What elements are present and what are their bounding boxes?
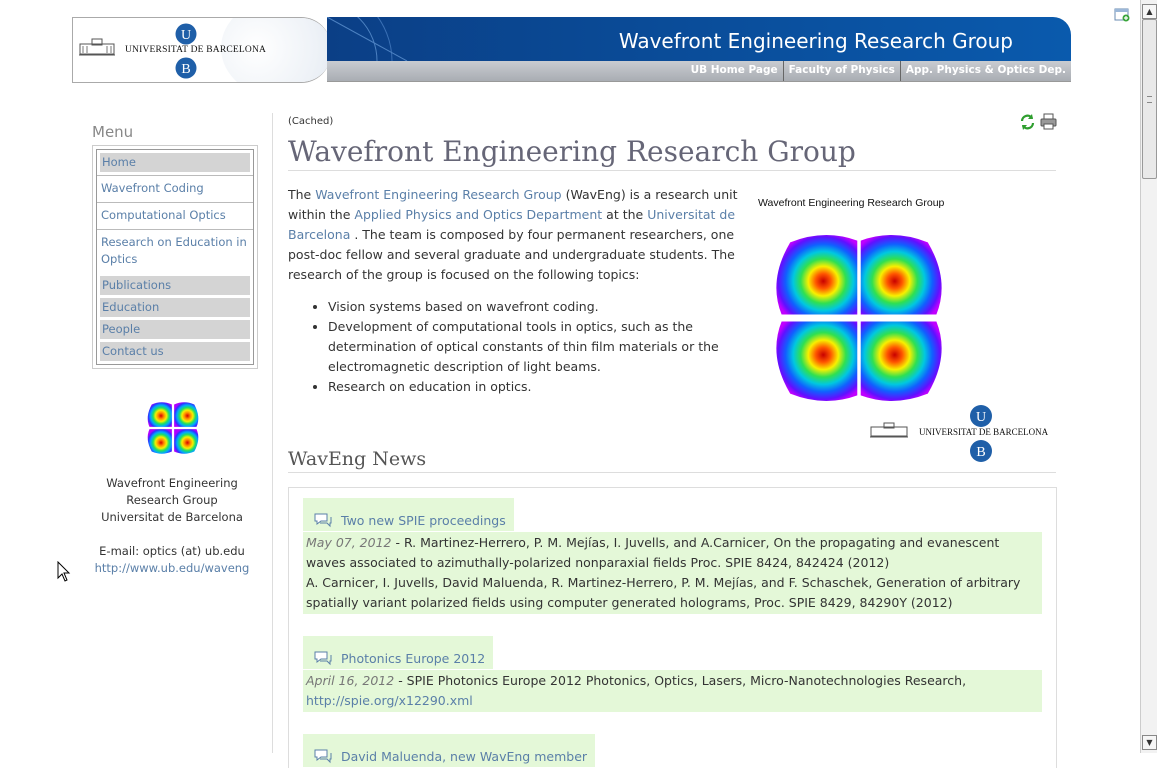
figure-logo-text: UNIVERSITAT DE BARCELONA: [919, 427, 1049, 437]
top-nav: [327, 61, 1071, 82]
news-header: [303, 636, 493, 669]
add-tab-icon[interactable]: [1114, 6, 1130, 22]
news-title-link[interactable]: David Maluenda, new WavEng member: [341, 749, 588, 764]
topic-item: • Development of computational tools in optics, such as the determination of optical constants of thin film materials or the electromagnetic description of light beams.: [328, 317, 740, 377]
news-list: [288, 487, 1057, 768]
news-header: [303, 498, 514, 531]
news-item: [303, 498, 1042, 614]
svg-text:B: B: [976, 445, 986, 460]
nav-ub-home[interactable]: UB Home Page: [690, 64, 778, 76]
page-title: Wavefront Engineering Research Group: [288, 135, 1056, 171]
news-item: [303, 734, 1042, 768]
svg-text:B: B: [181, 62, 191, 77]
fig-building-icon: [870, 422, 908, 438]
column-divider: [272, 113, 273, 753]
site-header: [72, 17, 1071, 83]
news-title-link[interactable]: Photonics Europe 2012: [341, 651, 486, 666]
svg-text:U: U: [180, 28, 192, 43]
site-url-link[interactable]: http://www.ub.edu/waveng: [94, 561, 250, 575]
print-icon[interactable]: [1040, 113, 1057, 130]
news-title: WavEng News: [288, 448, 1056, 473]
waveng-logo-icon: [142, 400, 204, 456]
menu-item-publications[interactable]: [100, 276, 250, 295]
figure-title: Wavefront Engineering Research Group: [758, 197, 945, 209]
menu-item-education-research[interactable]: [97, 229, 253, 273]
menu-item-education[interactable]: [100, 298, 250, 317]
intro-text-part: at the: [602, 207, 648, 222]
scrollbar-thumb[interactable]: [1142, 19, 1157, 179]
menu-item-home[interactable]: [100, 153, 250, 172]
news-text: A. Carnicer, I. Juvells, David Maluenda, R. Martinez-Herrero, P. M. Mejías, and F. Schaschek, Generation of arbitrary spatially variant polarized fields using computer generated holograms, Proc. SPIE 8429, 84290Y (2012): [306, 575, 1021, 610]
info-line: Research Group: [126, 493, 218, 507]
header-banner: [327, 17, 1071, 61]
site-title: Wavefront Engineering Research Group: [618, 29, 1013, 53]
comment-icon: [313, 748, 333, 764]
university-link[interactable]: Universitat de Barcelona: [288, 207, 736, 242]
news-text: - SPIE Photonics Europe 2012 Photonics, Optics, Lasers, Micro-Nanotechnologies Research,: [394, 673, 967, 688]
topics-list: [288, 297, 740, 397]
news-date: April 16, 2012: [306, 673, 395, 688]
group-figure: [752, 195, 1052, 465]
cached-label: (Cached): [288, 116, 334, 127]
menu-title: Menu: [92, 123, 134, 141]
contact-info: [92, 475, 252, 577]
page-tools: [1019, 113, 1057, 130]
sidebar-menu: [92, 145, 258, 369]
info-line: Wavefront Engineering: [106, 476, 238, 490]
menu-item-label[interactable]: Computational Optics: [101, 208, 226, 222]
department-link[interactable]: Applied Physics and Optics Department: [354, 207, 603, 222]
wavefront-pattern-image: [766, 232, 952, 404]
menu-item-label[interactable]: Research on Education in Optics: [101, 235, 247, 266]
menu-item-label[interactable]: Publications: [102, 278, 172, 292]
svg-text:U: U: [975, 410, 987, 425]
scroll-up-arrow-icon[interactable]: ▲: [1142, 4, 1157, 19]
menu-item-contact[interactable]: [100, 342, 250, 361]
university-logo[interactable]: [72, 17, 331, 83]
nav-optics-dept[interactable]: App. Physics & Optics Dep.: [900, 61, 1071, 81]
menu-item-label[interactable]: Contact us: [102, 344, 164, 358]
news-item: [303, 636, 1042, 712]
banner-globe-graphic: [327, 17, 437, 61]
menu-item-wavefront-coding[interactable]: [97, 175, 253, 202]
intro-text-part: . The team is composed by four permanent researchers, one post-doc fellow and several graduate and undergraduate students. The research of the group is focused on the following topics:: [288, 227, 735, 282]
intro-text-part: (WavEng) is a research unit within the: [288, 187, 738, 222]
nav-faculty-physics[interactable]: Faculty of Physics: [783, 61, 900, 81]
news-text: - R. Martinez-Herrero, P. M. Mejías, I. Juvells, and A.Carnicer, On the propagating and evanescent waves associated to azimuthally-polarized nonparaxial fields Proc. SPIE 8424, 842424 (2012): [306, 535, 1000, 570]
menu-item-label[interactable]: Wavefront Coding: [101, 181, 204, 195]
news-body: [303, 532, 1042, 614]
logo-text: UNIVERSITAT DE BARCELONA: [125, 45, 267, 55]
email-text: E-mail: optics (at) ub.edu: [99, 544, 245, 558]
ub-emblem-icon: [173, 22, 199, 80]
menu-item-people[interactable]: [100, 320, 250, 339]
refresh-icon[interactable]: [1019, 113, 1036, 130]
group-link[interactable]: Wavefront Engineering Research Group: [315, 187, 562, 202]
mouse-cursor-icon: [57, 561, 71, 583]
info-line: Universitat de Barcelona: [101, 510, 243, 524]
news-link[interactable]: http://spie.org/x12290.xml: [306, 693, 473, 708]
comment-icon: [313, 512, 333, 528]
comment-icon: [313, 650, 333, 666]
intro-text-part: The: [288, 187, 316, 202]
news-date: May 07, 2012: [306, 535, 392, 550]
menu-item-label[interactable]: People: [102, 322, 141, 336]
menu-item-computational-optics[interactable]: [97, 202, 253, 229]
menu-item-label[interactable]: Education: [102, 300, 160, 314]
building-icon: [79, 38, 115, 58]
topic-item: • Research on education in optics.: [328, 377, 740, 397]
news-header: [303, 734, 595, 767]
scrollbar-grip: [1147, 96, 1152, 103]
news-title-link[interactable]: Two new SPIE proceedings: [341, 513, 506, 528]
news-body: [303, 670, 1042, 712]
scroll-down-arrow-icon[interactable]: ▼: [1142, 735, 1157, 750]
intro-text: [288, 185, 740, 397]
menu-item-label[interactable]: Home: [102, 155, 136, 169]
topic-item: • Vision systems based on wavefront coding.: [328, 297, 740, 317]
vertical-scrollbar[interactable]: [1140, 0, 1157, 753]
